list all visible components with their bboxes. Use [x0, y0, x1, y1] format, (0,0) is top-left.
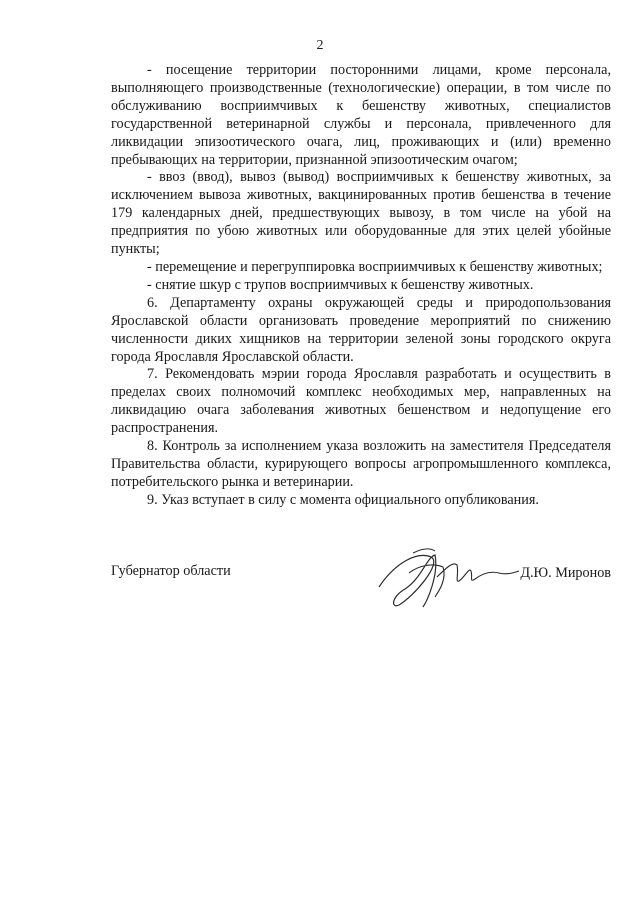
signature-block	[111, 553, 611, 613]
paragraph-item-8: 8. Контроль за исполнением указа возложить на заместителя Председателя Правительства области, курирующего вопросы агропромышленного комплекса, потребительского рынка и ветеринарии.	[111, 438, 611, 490]
document-body	[111, 62, 611, 510]
page-number: 2	[316, 38, 324, 53]
paragraph-restriction-transport: - ввоз (ввод), вывоз (вывод) восприимчивых к бешенству животных, за исключением вывоза животных, вакцинированных против бешенства в течение 179 календарных дней, предшествующих вывозу, в том числе на убой на предприятия по убою животных или оборудованные для этих целей убойные пункты;	[111, 169, 611, 258]
signer-name: Д.Ю. Миронов	[520, 565, 611, 581]
signer-title: Губернатор области	[111, 563, 231, 579]
paragraph-item-6: 6. Департаменту охраны окружающей среды и природопользования Ярославской области организовать проведение мероприятий по снижению численности диких хищников на территории зеленой зоны городского округа города Ярославля Ярославской области.	[111, 294, 611, 365]
paragraph-item-9: 9. Указ вступает в силу с момента официального опубликования.	[147, 491, 539, 508]
paragraph-restriction-skinning: - снятие шкур с трупов восприимчивых к бешенству животных.	[147, 276, 534, 293]
paragraph-restriction-visits: - посещение территории посторонними лицами, кроме персонала, выполняющего производственные (технологические) операции, в том числе по обслуживанию восприимчивых к бешенству животных, специалистов государственной ветеринарной службы и персонала, привлеченного для ликвидации эпизоотического очага, лиц, проживающих и (или) временно пребывающих на территории, признанной эпизоотическим очагом;	[111, 62, 611, 168]
paragraph-item-7: 7. Рекомендовать мэрии города Ярославля разработать и осуществить в пределах своих полномочий комплекс необходимых мер, направленных на ликвидацию очага заболевания животных бешенством и недопущение его распространения.	[111, 366, 611, 437]
handwritten-signature	[373, 543, 523, 613]
paragraph-restriction-movement: - перемещение и перегруппировка восприимчивых к бешенству животных;	[147, 258, 603, 275]
